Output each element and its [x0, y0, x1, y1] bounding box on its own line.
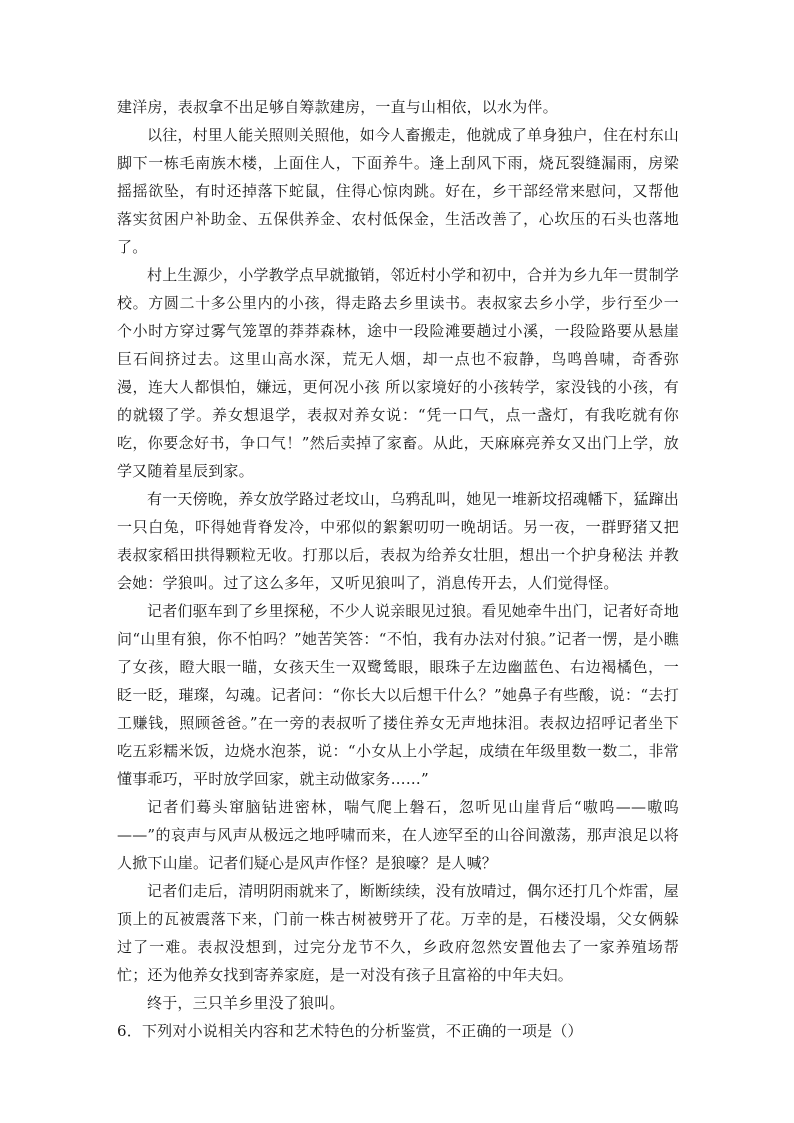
paragraph-5: 记者们驱车到了乡里探秘，不少人说亲眼见过狼。看见她牵牛出门，记者好奇地问“山里有狼，你不怕吗？”她苦笑答：“不怕，我有办法对付狼。”记者一愣，是小瞧了女孩，瞪大眼一瞄，女孩天生一双鹭鸶眼，眼珠子左边幽蓝色、右边褐橘色，一眨一眨，璀璨，勾魂。记者问：“你长大以后想干什么？”她鼻子有些酸，说：“去打工赚钱，照顾爸爸。”在一旁的表叔听了搂住养女无声地抹泪。表叔边招呼记者坐下吃五彩糯米饭，边烧水泡茶，说：“小女从上小学起，成绩在年级里数一数二，非常懂事乖巧，平时放学回家，就主动做家务……” [117, 602, 680, 788]
question-6: 6．下列对小说相关内容和艺术特色的分析鉴赏，不正确的一项是（） [117, 1022, 583, 1040]
paragraph-8: 终于，三只羊乡里没了狼叫。 [147, 994, 345, 1012]
paragraph-4: 有一天傍晚，养女放学路过老坟山，乌鸦乱叫，她见一堆新坟招魂幡下，猛蹿出一只白兔，吓得她背脊发冷，中邪似的絮絮叨叨一晚胡话。另一夜，一群野猪又把表叔家稻田拱得颗粒无收。打那以后，表叔为给养女壮胆，想出一个护身秘法 并教会她：学狼叫。过了这么多年，又听见狼叫了，消息传开去，人们觉得怪。 [117, 490, 680, 592]
paragraph-1: 建洋房，表叔拿不出足够自筹款建房，一直与山相依，以水为伴。 [117, 98, 558, 116]
paragraph-7: 记者们走后，清明阴雨就来了，断断续续，没有放晴过，偶尔还打几个炸雷，屋顶上的瓦被震落下来，门前一株古树被劈开了花。万幸的是，石楼没塌，父女俩躲过了一难。表叔没想到，过完分龙节不久，乡政府忽然安置他去了一家养殖场帮忙；还为他养女找到寄养家庭，是一对没有孩子且富裕的中年夫妇。 [117, 882, 680, 984]
paragraph-3: 村上生源少，小学教学点早就撤销，邻近村小学和初中，合并为乡九年一贯制学校。方圆二十多公里内的小孩，得走路去乡里读书。表叔家去乡小学，步行至少一个小时方穿过雾气笼罩的莽莽森林，途中一段险滩要趟过小溪，一段险路要从悬崖巨石间挤过去。这里山高水深，荒无人烟，却一点也不寂静，鸟鸣兽啸，奇香弥漫，连大人都惧怕，嫌远，更何况小孩 所以家境好的小孩转学，家没钱的小孩，有的就辍了学。养女想退学，表叔对养女说：“凭一口气，点一盏灯，有我吃就有你吃，你要念好书，争口气！”然后卖掉了家畜。从此，天麻麻亮养女又出门上学，放学又随着星辰到家。 [117, 266, 680, 480]
paragraph-2: 以往，村里人能关照则关照他，如今人畜搬走，他就成了单身独户，住在村东山脚下一栋毛南族木楼，上面住人，下面养牛。逢上刮风下雨，烧瓦裂缝漏雨，房梁摇摇欲坠，有时还掉落下蛇鼠，住得心惊肉跳。好在，乡干部经常来慰问，又帮他落实贫困户补助金、五保供养金、农村低保金，生活改善了，心坎压的石头也落地了。 [117, 126, 680, 256]
paragraph-6: 记者们蓦头窜脑钻进密林，喘气爬上磐石，忽听见山崖背后“嗷呜——嗷呜——”的哀声与风声从极远之地呼啸而来，在人迹罕至的山谷间激荡，那声浪足以将人掀下山崖。记者们疑心是风声作怪？是狼嚎？是人喊？ [117, 798, 679, 872]
document-page [117, 93, 679, 1045]
